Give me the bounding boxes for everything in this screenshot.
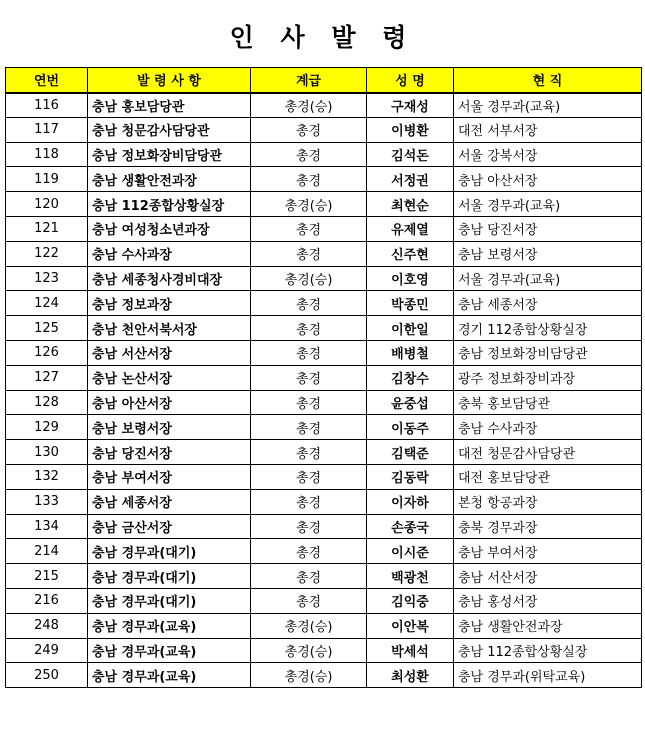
cell-current: 충북 홍보담당관 [454, 390, 642, 415]
table-row [6, 440, 642, 465]
table-row [6, 291, 642, 316]
cell-post: 충남 수사과장 [88, 241, 251, 266]
cell-no: 249 [6, 638, 88, 663]
cell-no: 127 [6, 365, 88, 390]
cell-name: 박종민 [367, 291, 454, 316]
cell-no: 215 [6, 564, 88, 589]
cell-name: 김택준 [367, 440, 454, 465]
table-row [6, 415, 642, 440]
cell-rank: 총경 [251, 415, 367, 440]
cell-rank: 총경 [251, 464, 367, 489]
cell-no: 248 [6, 613, 88, 638]
cell-post: 충남 금산서장 [88, 514, 251, 539]
cell-current: 본청 항공과장 [454, 489, 642, 514]
table-row [6, 241, 642, 266]
cell-name: 서정권 [367, 167, 454, 192]
cell-post: 충남 생활안전과장 [88, 167, 251, 192]
cell-rank: 총경(승) [251, 93, 367, 118]
cell-post: 충남 112종합상황실장 [88, 192, 251, 217]
cell-rank: 총경 [251, 117, 367, 142]
table-row [6, 216, 642, 241]
cell-name: 유제열 [367, 216, 454, 241]
cell-current: 광주 정보화장비과장 [454, 365, 642, 390]
cell-rank: 총경 [251, 365, 367, 390]
cell-name: 이안복 [367, 613, 454, 638]
cell-rank: 총경(승) [251, 663, 367, 688]
table-row [6, 489, 642, 514]
cell-current: 충남 홍성서장 [454, 588, 642, 613]
cell-rank: 총경(승) [251, 638, 367, 663]
table-row [6, 365, 642, 390]
cell-current: 충남 당진서장 [454, 216, 642, 241]
cell-rank: 총경 [251, 241, 367, 266]
cell-name: 이동주 [367, 415, 454, 440]
cell-current: 충남 부여서장 [454, 539, 642, 564]
cell-current: 대전 홍보담당관 [454, 464, 642, 489]
cell-post: 충남 정보과장 [88, 291, 251, 316]
cell-name: 김석돈 [367, 142, 454, 167]
cell-current: 대전 청문감사담당관 [454, 440, 642, 465]
cell-rank: 총경 [251, 216, 367, 241]
cell-no: 250 [6, 663, 88, 688]
cell-rank: 총경 [251, 142, 367, 167]
cell-current: 충남 112종합상황실장 [454, 638, 642, 663]
cell-rank: 총경 [251, 539, 367, 564]
cell-current: 충북 경무과장 [454, 514, 642, 539]
cell-current: 대전 서부서장 [454, 117, 642, 142]
cell-no: 118 [6, 142, 88, 167]
cell-rank: 총경 [251, 489, 367, 514]
table-row [6, 390, 642, 415]
cell-current: 서울 강북서장 [454, 142, 642, 167]
cell-no: 125 [6, 316, 88, 341]
cell-post: 충남 세종서장 [88, 489, 251, 514]
table-row [6, 663, 642, 688]
cell-post: 충남 부여서장 [88, 464, 251, 489]
table-row [6, 316, 642, 341]
cell-post: 충남 경무과(대기) [88, 564, 251, 589]
table-row [6, 613, 642, 638]
cell-current: 충남 서산서장 [454, 564, 642, 589]
column-header-post: 발 령 사 항 [88, 68, 251, 93]
cell-current: 충남 정보화장비담당관 [454, 340, 642, 365]
table-body [6, 93, 642, 688]
cell-no: 124 [6, 291, 88, 316]
cell-rank: 총경 [251, 167, 367, 192]
table-row [6, 340, 642, 365]
cell-name: 이병환 [367, 117, 454, 142]
cell-rank: 총경 [251, 440, 367, 465]
cell-post: 충남 천안서북서장 [88, 316, 251, 341]
column-header-rank: 계급 [251, 68, 367, 93]
cell-current: 충남 아산서장 [454, 167, 642, 192]
cell-no: 216 [6, 588, 88, 613]
cell-no: 116 [6, 93, 88, 118]
cell-current: 경기 112종합상황실장 [454, 316, 642, 341]
cell-current: 충남 보령서장 [454, 241, 642, 266]
cell-rank: 총경(승) [251, 266, 367, 291]
column-header-current: 현 직 [454, 68, 642, 93]
cell-no: 120 [6, 192, 88, 217]
cell-current: 서울 경무과(교육) [454, 192, 642, 217]
cell-post: 충남 세종청사경비대장 [88, 266, 251, 291]
cell-no: 123 [6, 266, 88, 291]
cell-name: 백광천 [367, 564, 454, 589]
cell-name: 김창수 [367, 365, 454, 390]
cell-name: 이한일 [367, 316, 454, 341]
table-row [6, 464, 642, 489]
cell-name: 최성환 [367, 663, 454, 688]
cell-post: 충남 경무과(대기) [88, 588, 251, 613]
cell-rank: 총경(승) [251, 192, 367, 217]
cell-no: 119 [6, 167, 88, 192]
table-row [6, 192, 642, 217]
cell-no: 129 [6, 415, 88, 440]
cell-current: 서울 경무과(교육) [454, 93, 642, 118]
cell-current: 서울 경무과(교육) [454, 266, 642, 291]
cell-name: 최현순 [367, 192, 454, 217]
cell-post: 충남 정보화장비담당관 [88, 142, 251, 167]
table-row [6, 564, 642, 589]
cell-post: 충남 경무과(교육) [88, 638, 251, 663]
table-row [6, 539, 642, 564]
table-row [6, 266, 642, 291]
cell-name: 구재성 [367, 93, 454, 118]
cell-name: 이시준 [367, 539, 454, 564]
cell-post: 충남 논산서장 [88, 365, 251, 390]
personnel-table [5, 67, 642, 688]
cell-current: 충남 세종서장 [454, 291, 642, 316]
cell-name: 이호영 [367, 266, 454, 291]
cell-rank: 총경 [251, 316, 367, 341]
cell-name: 윤중섭 [367, 390, 454, 415]
table-row [6, 142, 642, 167]
table-row [6, 93, 642, 118]
cell-post: 충남 청문감사담당관 [88, 117, 251, 142]
table-row [6, 588, 642, 613]
cell-rank: 총경(승) [251, 613, 367, 638]
table-row [6, 514, 642, 539]
column-header-name: 성 명 [367, 68, 454, 93]
cell-name: 배병철 [367, 340, 454, 365]
cell-name: 이자하 [367, 489, 454, 514]
cell-no: 128 [6, 390, 88, 415]
cell-name: 손종국 [367, 514, 454, 539]
cell-post: 충남 당진서장 [88, 440, 251, 465]
page-title: 인 사 발 령 [229, 23, 416, 52]
cell-no: 126 [6, 340, 88, 365]
cell-no: 134 [6, 514, 88, 539]
cell-name: 김동락 [367, 464, 454, 489]
cell-post: 충남 아산서장 [88, 390, 251, 415]
table-row [6, 638, 642, 663]
cell-post: 충남 보령서장 [88, 415, 251, 440]
table-row [6, 117, 642, 142]
cell-rank: 총경 [251, 340, 367, 365]
cell-rank: 총경 [251, 514, 367, 539]
cell-post: 충남 홍보담당관 [88, 93, 251, 118]
cell-post: 충남 경무과(대기) [88, 539, 251, 564]
cell-rank: 총경 [251, 588, 367, 613]
cell-name: 김익중 [367, 588, 454, 613]
cell-current: 충남 수사과장 [454, 415, 642, 440]
cell-current: 충남 생활안전과장 [454, 613, 642, 638]
cell-name: 신주현 [367, 241, 454, 266]
cell-no: 214 [6, 539, 88, 564]
table-row [6, 167, 642, 192]
cell-no: 122 [6, 241, 88, 266]
cell-no: 130 [6, 440, 88, 465]
cell-name: 박세석 [367, 638, 454, 663]
cell-post: 충남 경무과(교육) [88, 613, 251, 638]
table-header-row [6, 68, 642, 93]
cell-no: 132 [6, 464, 88, 489]
cell-rank: 총경 [251, 564, 367, 589]
cell-current: 충남 경무과(위탁교육) [454, 663, 642, 688]
cell-no: 117 [6, 117, 88, 142]
cell-post: 충남 여성청소년과장 [88, 216, 251, 241]
cell-no: 121 [6, 216, 88, 241]
cell-rank: 총경 [251, 390, 367, 415]
cell-post: 충남 경무과(교육) [88, 663, 251, 688]
cell-rank: 총경 [251, 291, 367, 316]
cell-post: 충남 서산서장 [88, 340, 251, 365]
cell-no: 133 [6, 489, 88, 514]
column-header-no: 연번 [6, 68, 88, 93]
